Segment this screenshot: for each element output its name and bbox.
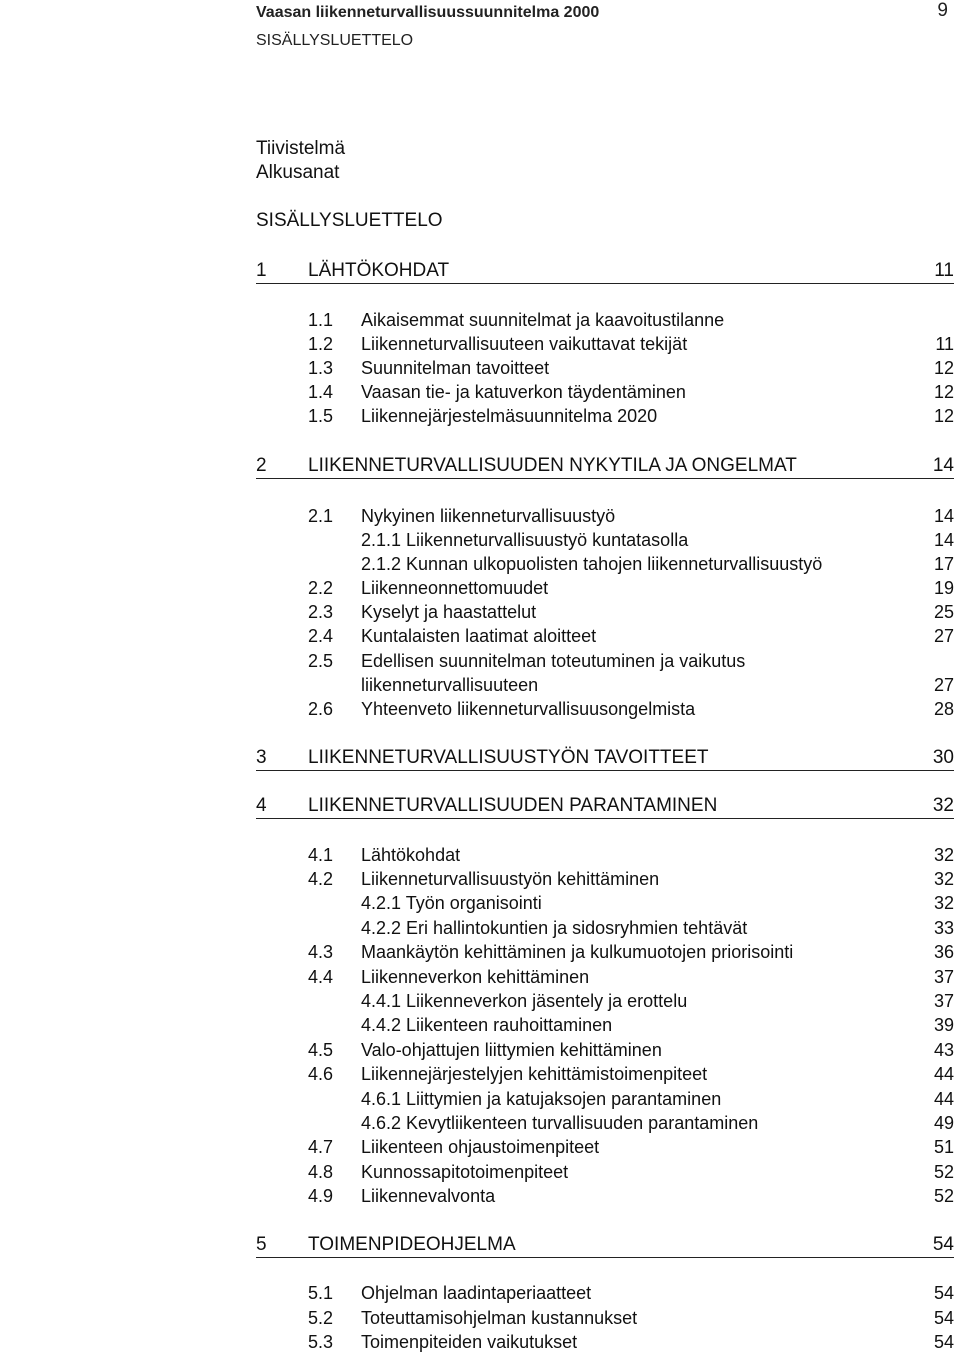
- entry-title: Liikennejärjestelmäsuunnitelma 2020: [361, 406, 658, 426]
- toc-entry[interactable]: [256, 1306, 954, 1330]
- entry-title: Kyselyt ja haastattelut: [361, 602, 537, 622]
- entry-number: 4.9: [308, 1186, 334, 1206]
- toc-chapter-3[interactable]: [256, 746, 954, 771]
- entry-title: Liikenneturvallisuuteen vaikuttavat tekijät: [361, 334, 688, 354]
- toc-subentry[interactable]: [256, 891, 954, 915]
- toc-entry-continued[interactable]: [256, 673, 954, 697]
- entry-title: Edellisen suunnitelman toteutuminen ja vaikutus: [361, 651, 746, 671]
- chapter-title: LIIKENNETURVALLISUUDEN NYKYTILA JA ONGELMAT: [308, 455, 797, 476]
- toc-entry[interactable]: [256, 867, 954, 891]
- summary-link[interactable]: Tiivistelmä: [256, 138, 346, 159]
- entry-page: 54: [933, 1332, 954, 1352]
- entry-page: 54: [933, 1283, 954, 1303]
- toc-entry[interactable]: [256, 1160, 954, 1184]
- entry-number: 4.3: [308, 942, 334, 962]
- toc-subentry[interactable]: [256, 1013, 954, 1037]
- entry-title: Yhteenveto liikenneturvallisuusongelmista: [361, 699, 696, 719]
- entry-title: 4.2.2 Eri hallintokuntien ja sidosryhmien tehtävät: [361, 918, 748, 938]
- toc-entry[interactable]: [256, 649, 954, 673]
- entry-page: 12: [933, 358, 954, 378]
- foreword-link[interactable]: Alkusanat: [256, 162, 340, 183]
- entry-number: 5.2: [308, 1308, 334, 1328]
- chapter-number: 2: [256, 455, 267, 476]
- chapter-title: LIIKENNETURVALLISUUSTYÖN TAVOITTEET: [308, 747, 709, 768]
- chapter-page: 32: [932, 795, 954, 816]
- entry-title: Toimenpiteiden vaikutukset: [361, 1332, 578, 1352]
- toc-entry[interactable]: [256, 1330, 954, 1354]
- toc-chapter-4[interactable]: [256, 794, 954, 819]
- entry-number: 2.3: [308, 602, 334, 622]
- entry-page: 12: [933, 406, 954, 426]
- toc-heading: SISÄLLYSLUETTELO: [256, 210, 443, 231]
- entry-number: 4.1: [308, 845, 334, 865]
- entry-page: 52: [933, 1186, 954, 1206]
- chapter-number: 4: [256, 795, 267, 816]
- entry-title: Liikenneturvallisuustyön kehittäminen: [361, 869, 660, 889]
- entry-title: Kunnossapitotoimenpiteet: [361, 1162, 569, 1182]
- entry-title: 4.4.2 Liikenteen rauhoittaminen: [361, 1015, 613, 1035]
- chapter-number: 3: [256, 747, 267, 768]
- entry-number: 2.5: [308, 651, 334, 671]
- toc-entry[interactable]: [256, 1184, 954, 1208]
- entry-page: 43: [933, 1040, 954, 1060]
- entry-title: 4.6.1 Liittymien ja katujaksojen parantaminen: [361, 1089, 722, 1109]
- toc-subentry[interactable]: [256, 989, 954, 1013]
- toc-entry[interactable]: [256, 1062, 954, 1086]
- chapter-page: 11: [934, 260, 954, 281]
- entry-title: Vaasan tie- ja katuverkon täydentäminen: [361, 382, 686, 402]
- entry-number: 4.7: [308, 1137, 334, 1157]
- entry-page: 19: [933, 578, 954, 598]
- toc-chapter-1[interactable]: [256, 259, 954, 284]
- toc-subentry[interactable]: [256, 1111, 954, 1135]
- entry-page: 14: [933, 530, 954, 550]
- entry-title: Liikennejärjestelyjen kehittämistoimenpiteet: [361, 1064, 708, 1084]
- entry-page: 17: [933, 554, 954, 574]
- entry-page: 12: [933, 382, 954, 402]
- entry-title: 2.1.1 Liikenneturvallisuustyö kuntatasolla: [361, 530, 689, 550]
- entry-title: Kuntalaisten laatimat aloitteet: [361, 626, 597, 646]
- toc-entry[interactable]: [256, 624, 954, 648]
- entry-page: 27: [933, 675, 954, 695]
- toc-subentry[interactable]: [256, 916, 954, 940]
- entry-title: 4.6.2 Kevytliikenteen turvallisuuden parantaminen: [361, 1113, 759, 1133]
- entry-page: 36: [933, 942, 954, 962]
- entry-title: 2.1.2 Kunnan ulkopuolisten tahojen liikenneturvallisuustyö: [361, 554, 823, 574]
- toc-entry[interactable]: [256, 600, 954, 624]
- entry-title: Nykyinen liikenneturvallisuustyö: [361, 506, 616, 526]
- toc-entry[interactable]: [256, 380, 954, 404]
- entry-title: Liikenneonnettomuudet: [361, 578, 549, 598]
- entry-page: 28: [933, 699, 954, 719]
- entry-number: 4.6: [308, 1064, 334, 1084]
- toc-chapter-5[interactable]: [256, 1233, 954, 1258]
- entry-page: 32: [933, 893, 954, 913]
- entry-page: 32: [933, 869, 954, 889]
- toc-entry[interactable]: [256, 1135, 954, 1159]
- entry-title: liikenneturvallisuuteen: [361, 675, 539, 695]
- entry-page: 37: [933, 991, 954, 1011]
- page-number: 9: [937, 0, 948, 21]
- entry-number: 1.5: [308, 406, 334, 426]
- toc-subentry[interactable]: [256, 552, 954, 576]
- entry-page: 49: [933, 1113, 954, 1133]
- entry-page: 27: [933, 626, 954, 646]
- entry-number: 1.4: [308, 382, 334, 402]
- entry-title: Liikenteen ohjaustoimenpiteet: [361, 1137, 600, 1157]
- entry-title: Liikennevalvonta: [361, 1186, 496, 1206]
- entry-title: 4.2.1 Työn organisointi: [361, 893, 542, 913]
- toc-entry[interactable]: [256, 576, 954, 600]
- toc-subentry[interactable]: [256, 1087, 954, 1111]
- entry-title: Suunnitelman tavoitteet: [361, 358, 550, 378]
- entry-number: 4.8: [308, 1162, 334, 1182]
- entry-title: Liikenneverkon kehittäminen: [361, 967, 590, 987]
- entry-title: 4.4.1 Liikenneverkon jäsentely ja erottelu: [361, 991, 688, 1011]
- entry-number: 2.1: [308, 506, 334, 526]
- entry-page: 44: [933, 1089, 954, 1109]
- document-title: Vaasan liikenneturvallisuussuunnitelma 2000: [256, 4, 600, 21]
- entry-number: 1.3: [308, 358, 334, 378]
- entry-title: Valo-ohjattujen liittymien kehittäminen: [361, 1040, 662, 1060]
- toc-entry[interactable]: [256, 940, 954, 964]
- toc-entry[interactable]: [256, 308, 954, 332]
- toc-entry[interactable]: [256, 504, 954, 528]
- toc-chapter-2[interactable]: [256, 454, 954, 479]
- chapter-page: 30: [932, 747, 954, 768]
- entry-page: 39: [933, 1015, 954, 1035]
- entry-number: 5.3: [308, 1332, 334, 1352]
- entry-title: Aikaisemmat suunnitelmat ja kaavoitustilanne: [361, 310, 725, 330]
- entry-page: 33: [933, 918, 954, 938]
- chapter-title: TOIMENPIDEOHJELMA: [308, 1234, 516, 1255]
- entry-title: Toteuttamisohjelman kustannukset: [361, 1308, 638, 1328]
- entry-number: 2.2: [308, 578, 334, 598]
- entry-title: Ohjelman laadintaperiaatteet: [361, 1283, 592, 1303]
- entry-number: 4.4: [308, 967, 334, 987]
- toc-entry[interactable]: [256, 965, 954, 989]
- entry-page: 52: [933, 1162, 954, 1182]
- entry-number: 2.6: [308, 699, 334, 719]
- chapter-page: 14: [932, 455, 954, 476]
- chapter-number: 1: [256, 260, 267, 281]
- entry-page: 44: [933, 1064, 954, 1084]
- entry-number: 4.2: [308, 869, 334, 889]
- entry-number: 1.1: [308, 310, 334, 330]
- entry-page: 25: [933, 602, 954, 622]
- entry-page: 14: [933, 506, 954, 526]
- entry-page: 11: [935, 334, 954, 354]
- entry-page: 32: [933, 845, 954, 865]
- entry-title: Lähtökohdat: [361, 845, 461, 865]
- entry-page: 37: [933, 967, 954, 987]
- entry-page: 51: [933, 1137, 954, 1157]
- entry-number: 1.2: [308, 334, 334, 354]
- entry-number: 2.4: [308, 626, 334, 646]
- entry-number: 5.1: [308, 1283, 334, 1303]
- toc-entry[interactable]: [256, 356, 954, 380]
- chapter-title: LIIKENNETURVALLISUUDEN PARANTAMINEN: [308, 795, 718, 816]
- entry-number: 4.5: [308, 1040, 334, 1060]
- toc-entry[interactable]: [256, 404, 954, 428]
- toc-entry[interactable]: [256, 843, 954, 867]
- entry-page: 54: [933, 1308, 954, 1328]
- toc-entry[interactable]: [256, 332, 954, 356]
- toc-subentry[interactable]: [256, 528, 954, 552]
- chapter-page: 54: [932, 1234, 954, 1255]
- toc-entry[interactable]: [256, 1281, 954, 1305]
- chapter-number: 5: [256, 1234, 267, 1255]
- toc-entry[interactable]: [256, 1038, 954, 1062]
- toc-entry[interactable]: [256, 697, 954, 721]
- section-title: SISÄLLYSLUETTELO: [256, 32, 414, 49]
- chapter-title: LÄHTÖKOHDAT: [308, 260, 450, 281]
- entry-title: Maankäytön kehittäminen ja kulkumuotojen priorisointi: [361, 942, 794, 962]
